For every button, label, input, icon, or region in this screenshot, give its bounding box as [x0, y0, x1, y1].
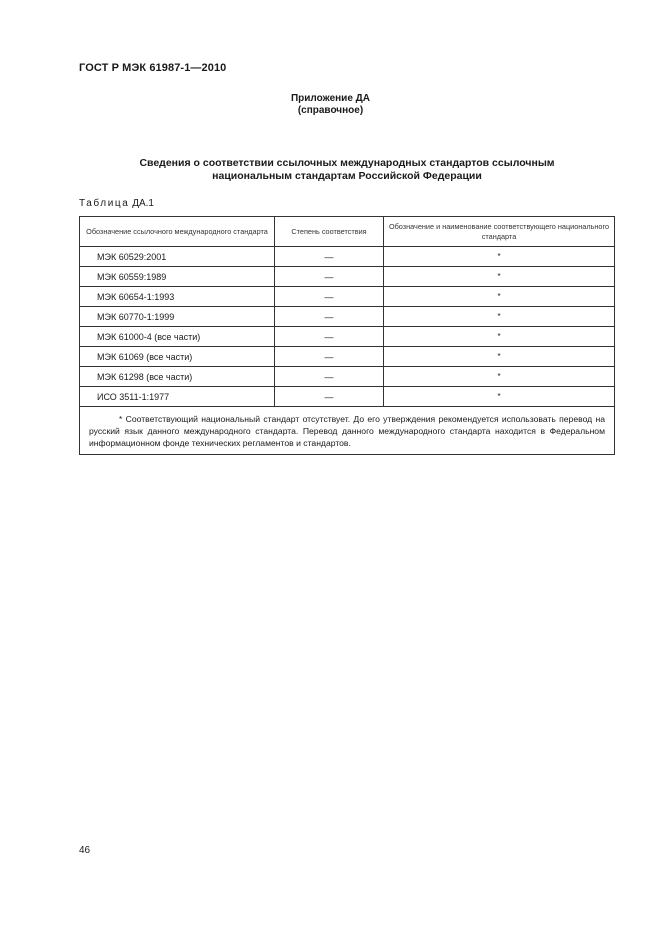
table-row — [80, 287, 615, 307]
table-caption — [79, 198, 154, 209]
cell-national: * — [384, 347, 615, 367]
column-header-degree: Степень соответствия — [275, 217, 384, 247]
table-caption-word: Таблица — [79, 198, 130, 209]
cell-degree: — — [275, 387, 384, 407]
table-row — [80, 267, 615, 287]
table-row — [80, 367, 615, 387]
cell-national: * — [384, 307, 615, 327]
cell-degree: — — [275, 327, 384, 347]
section-title — [80, 157, 614, 183]
cell-standard: МЭК 61000-4 (все части) — [80, 327, 275, 347]
cell-standard: МЭК 61298 (все части) — [80, 367, 275, 387]
cell-standard: МЭК 61069 (все части) — [80, 347, 275, 367]
cell-national: * — [384, 267, 615, 287]
cell-standard: МЭК 60559:1989 — [80, 267, 275, 287]
cell-national: * — [384, 387, 615, 407]
section-title-line-1: Сведения о соответствии ссылочных международных стандартов ссылочным — [139, 157, 555, 169]
table-header-row — [80, 217, 615, 247]
cell-degree: — — [275, 287, 384, 307]
annex-title: Приложение ДА — [290, 93, 371, 104]
table-row — [80, 307, 615, 327]
document-code: ГОСТ Р МЭК 61987-1—2010 — [79, 62, 227, 74]
correspondence-table — [79, 216, 615, 455]
cell-national: * — [384, 247, 615, 267]
page-number: 46 — [79, 845, 91, 856]
section-title-line-2: национальным стандартам Российской Федерации — [212, 170, 482, 182]
cell-standard: МЭК 60654-1:1993 — [80, 287, 275, 307]
table-row — [80, 347, 615, 367]
annex-heading — [0, 93, 661, 117]
table-caption-number: ДА.1 — [129, 198, 154, 209]
cell-standard: МЭК 60770-1:1999 — [80, 307, 275, 327]
column-header-national: Обозначение и наименование соответствующего национального стандарта — [384, 217, 615, 247]
table-footnote-row — [80, 407, 615, 455]
column-header-standard: Обозначение ссылочного международного стандарта — [80, 217, 275, 247]
cell-degree: — — [275, 347, 384, 367]
cell-degree: — — [275, 307, 384, 327]
table-footnote: * Соответствующий национальный стандарт отсутствует. До его утверждения рекомендуется использовать перевод на русский язык данного международного стандарта. Перевод данного международного стандарта находится в Федеральном информационном фонде технических регламентов и стандартов. — [80, 407, 615, 455]
cell-degree: — — [275, 367, 384, 387]
table-row — [80, 387, 615, 407]
cell-standard: ИСО 3511-1:1977 — [80, 387, 275, 407]
cell-national: * — [384, 287, 615, 307]
cell-standard: МЭК 60529:2001 — [80, 247, 275, 267]
cell-degree: — — [275, 267, 384, 287]
table-row — [80, 247, 615, 267]
annex-subtitle: (справочное) — [297, 105, 364, 116]
cell-national: * — [384, 327, 615, 347]
table-row — [80, 327, 615, 347]
cell-national: * — [384, 367, 615, 387]
cell-degree: — — [275, 247, 384, 267]
